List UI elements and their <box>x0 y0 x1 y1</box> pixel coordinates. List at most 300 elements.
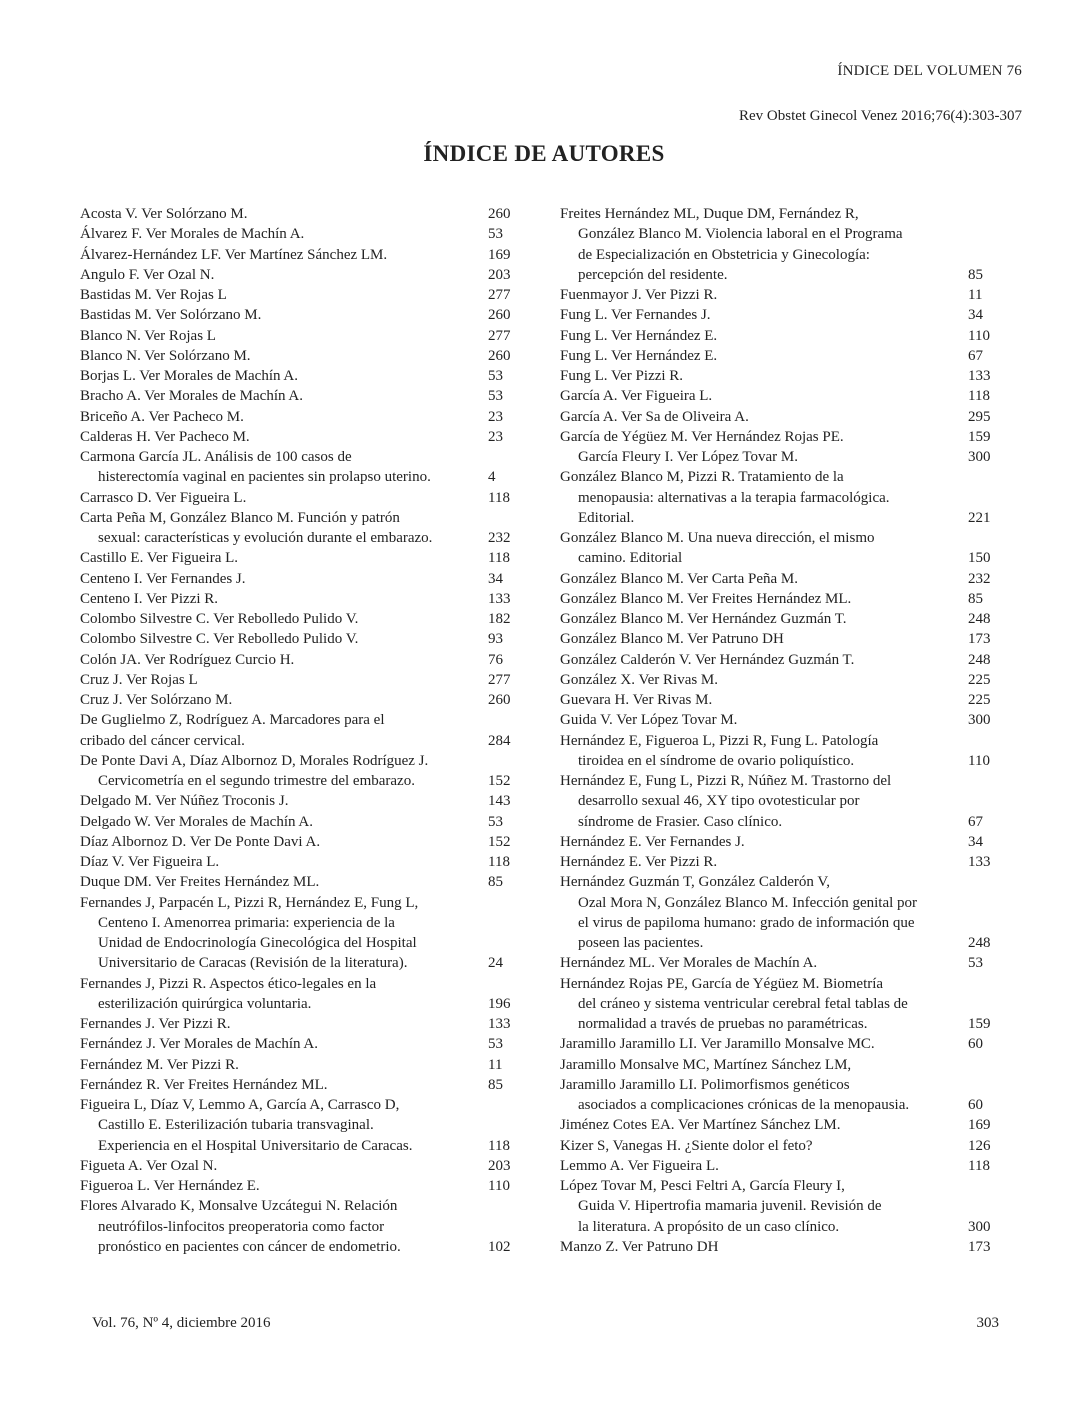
entry-text <box>560 1156 968 1176</box>
entry-line: Delgado W. Ver Morales de Machín A. <box>80 813 314 830</box>
entry-page-number: 248 <box>968 611 991 627</box>
entry-page-number: 169 <box>488 246 511 263</box>
entry-line: Bracho A. Ver Morales de Machín A. <box>80 388 304 405</box>
index-entry <box>560 366 1002 386</box>
entry-line: Hernández E, Figueroa L, Pizzi R, Fung L. Patología <box>560 732 879 749</box>
entry-text <box>80 447 488 488</box>
entry-line: Figueira L, Díaz V, Lemmo A, García A, Carrasco D, <box>80 1097 400 1113</box>
footer-volume-info: Vol. 76, Nº 4, diciembre 2016 <box>92 1315 271 1331</box>
entry-line: Carrasco D. Ver Figueira L. <box>80 489 247 506</box>
entry-line: Álvarez F. Ver Morales de Machín A. <box>80 226 305 243</box>
entry-page-number: 260 <box>488 692 511 708</box>
entry-text <box>80 245 488 265</box>
entry-line: González Blanco M. Ver Freites Hernández ML. <box>560 590 852 607</box>
index-entry <box>560 1115 1002 1135</box>
entry-line: Fernandes J, Pizzi R. Aspectos ético-legales en la <box>80 975 377 992</box>
index-entry <box>560 852 1002 872</box>
entry-page-number: 260 <box>488 347 511 364</box>
entry-page-number: 150 <box>968 550 991 567</box>
entry-page-number: 34 <box>968 307 983 324</box>
entry-page-number: 232 <box>968 570 991 587</box>
index-entry <box>560 285 1002 305</box>
entry-text <box>560 1115 968 1135</box>
entry-text <box>80 751 488 792</box>
entry-text <box>80 204 488 224</box>
entry-page-number: 277 <box>488 327 511 344</box>
entry-line: Centeno I. Ver Fernandes J. <box>80 570 246 587</box>
entry-page-number: 85 <box>488 874 503 891</box>
entry-text <box>80 629 488 649</box>
entry-line: González Blanco M. Una nueva dirección, el mismo <box>560 530 875 546</box>
entry-line: esterilización quirúrgica voluntaria. <box>98 995 312 1012</box>
index-entry <box>80 670 522 690</box>
entry-line: Cervicometría en el segundo trimestre del embarazo. <box>98 773 415 789</box>
entry-page-number: 300 <box>968 712 991 729</box>
entry-text <box>80 305 488 325</box>
entry-page-number: 133 <box>968 854 991 870</box>
author-index-left-column <box>80 204 522 1257</box>
entry-page-number: 248 <box>968 935 991 951</box>
entry-text <box>560 1034 968 1054</box>
entry-line: De Guglielmo Z, Rodríguez A. Marcadores para el <box>80 712 385 729</box>
index-entry <box>80 224 522 244</box>
entry-text <box>560 771 968 832</box>
entry-line: cribado del cáncer cervical. <box>80 732 245 749</box>
index-entry <box>80 872 522 892</box>
footer-page-number: 303 <box>976 1315 999 1331</box>
entry-line: González Blanco M. Ver Patruno DH <box>560 631 784 648</box>
entry-page-number: 85 <box>968 590 983 607</box>
index-entry <box>80 852 522 872</box>
entry-line: Hernández Rojas PE, García de Yégüez M. Biometría <box>560 975 884 992</box>
index-entry <box>560 427 1002 447</box>
entry-page-number: 76 <box>488 651 503 668</box>
index-entry <box>560 974 1002 1035</box>
entry-line: González Blanco M, Pizzi R. Tratamiento de la <box>560 469 844 486</box>
index-entry <box>560 670 1002 690</box>
entry-page-number: 196 <box>488 995 511 1012</box>
index-entry <box>80 488 522 508</box>
entry-line: Bastidas M. Ver Rojas L <box>80 287 227 303</box>
entry-text <box>560 872 968 953</box>
entry-page-number: 34 <box>968 833 983 850</box>
entry-line: González Blanco M. Ver Hernández Guzmán T. <box>560 611 847 627</box>
index-entry <box>80 710 522 751</box>
entry-page-number: 284 <box>488 732 511 749</box>
entry-text <box>560 407 968 427</box>
entry-line: Castillo E. Ver Figueira L. <box>80 550 239 567</box>
entry-line: Manzo Z. Ver Patruno DH <box>560 1238 719 1255</box>
index-entry <box>80 346 522 366</box>
entry-page-number: 118 <box>968 388 990 405</box>
entry-text <box>80 690 488 710</box>
entry-line: asociados a complicaciones crónicas de la menopausia. <box>578 1097 910 1113</box>
index-entry <box>80 974 522 1015</box>
entry-line: tiroidea en el síndrome de ovario poliquístico. <box>578 752 855 769</box>
entry-line: Cruz J. Ver Solórzano M. <box>80 692 233 708</box>
index-entry <box>80 791 522 811</box>
entry-text <box>560 589 968 609</box>
entry-page-number: 53 <box>488 226 503 243</box>
entry-text <box>80 548 488 568</box>
entry-text <box>80 1156 488 1176</box>
entry-page-number: 143 <box>488 793 511 810</box>
entry-text <box>560 1237 968 1257</box>
entry-line: Centeno I. Amenorrea primaria: experiencia de la <box>98 914 395 931</box>
entry-line: Fernández J. Ver Morales de Machín A. <box>80 1036 318 1053</box>
index-entry <box>560 1176 1002 1237</box>
index-entry <box>80 265 522 285</box>
index-entry <box>80 326 522 346</box>
entry-line: Fung L. Ver Fernandes J. <box>560 307 711 324</box>
entry-text <box>560 1075 968 1116</box>
index-entry <box>80 285 522 305</box>
index-entry <box>80 893 522 974</box>
entry-text <box>80 710 488 751</box>
index-entry <box>560 609 1002 629</box>
entry-text <box>560 427 968 447</box>
entry-page-number: 182 <box>488 611 511 627</box>
entry-line: Universitario de Caracas (Revisión de la literatura). <box>98 955 408 972</box>
entry-line: Guevara H. Ver Rivas M. <box>560 692 713 708</box>
entry-line: González X. Ver Rivas M. <box>560 671 719 688</box>
entry-line: García A. Ver Sa de Oliveira A. <box>560 408 749 425</box>
entry-text <box>560 731 968 772</box>
entry-page-number: 67 <box>968 813 983 830</box>
entry-page-number: 110 <box>968 752 990 769</box>
index-entry <box>560 346 1002 366</box>
entry-text <box>560 953 968 973</box>
entry-text <box>80 1176 488 1196</box>
index-entry <box>80 1034 522 1054</box>
entry-page-number: 85 <box>488 1076 503 1093</box>
entry-line: desarrollo sexual 46, XY tipo ovotesticular por <box>578 793 860 810</box>
entry-text <box>80 812 488 832</box>
entry-line: Colombo Silvestre C. Ver Rebolledo Pulido V. <box>80 631 359 648</box>
entry-line: Flores Alvarado K, Monsalve Uzcátegui N. Relación <box>80 1198 398 1215</box>
entry-text <box>560 609 968 629</box>
entry-page-number: 133 <box>968 368 991 384</box>
entry-page-number: 295 <box>968 408 991 425</box>
entry-page-number: 221 <box>968 509 991 526</box>
index-entry <box>560 1034 1002 1054</box>
entry-page-number: 110 <box>488 1178 510 1194</box>
index-entry <box>560 407 1002 427</box>
entry-text <box>80 852 488 872</box>
entry-text <box>560 1055 968 1075</box>
index-entry <box>560 710 1002 730</box>
entry-text <box>80 265 488 285</box>
entry-page-number: 53 <box>488 813 503 830</box>
entry-page-number: 67 <box>968 347 983 364</box>
entry-line: Álvarez-Hernández LF. Ver Martínez Sánchez LM. <box>80 246 388 263</box>
entry-line: pronóstico en pacientes con cáncer de endometrio. <box>98 1238 401 1255</box>
entry-page-number: 248 <box>968 651 991 668</box>
entry-line: González Blanco M. Ver Carta Peña M. <box>560 570 798 587</box>
entry-text <box>560 285 968 305</box>
entry-page-number: 118 <box>488 550 510 567</box>
entry-line: García A. Ver Figueira L. <box>560 388 713 405</box>
index-entry <box>560 731 1002 772</box>
entry-line: del cráneo y sistema ventricular cerebral fetal tablas de <box>578 995 908 1012</box>
index-entry <box>80 812 522 832</box>
entry-line: De Ponte Davi A, Díaz Albornoz D, Morales Rodríguez J. <box>80 752 429 769</box>
index-entry <box>560 953 1002 973</box>
entry-page-number: 11 <box>488 1056 503 1073</box>
entry-page-number: 85 <box>968 266 983 283</box>
entry-page-number: 152 <box>488 833 511 850</box>
index-entry <box>80 447 522 488</box>
entry-text <box>80 670 488 690</box>
entry-line: Delgado M. Ver Núñez Troconis J. <box>80 793 289 810</box>
entry-line: García de Yégüez M. Ver Hernández Rojas PE. <box>560 428 844 445</box>
entry-text <box>80 974 488 1015</box>
entry-page-number: 102 <box>488 1238 511 1255</box>
index-entry <box>560 771 1002 832</box>
entry-line: Lemmo A. Ver Figueira L. <box>560 1157 719 1174</box>
index-entry <box>80 386 522 406</box>
entry-text <box>80 650 488 670</box>
entry-page-number: 225 <box>968 692 991 708</box>
entry-line: Hernández E. Ver Fernandes J. <box>560 833 745 850</box>
index-entry <box>560 447 1002 467</box>
entry-page-number: 159 <box>968 428 991 445</box>
entry-text <box>80 1014 488 1034</box>
entry-page-number: 133 <box>488 590 511 607</box>
entry-line: Jiménez Cotes EA. Ver Martínez Sánchez LM. <box>560 1117 841 1134</box>
entry-line: Colón JA. Ver Rodríguez Curcio H. <box>80 651 295 668</box>
entry-page-number: 4 <box>488 469 496 486</box>
entry-text <box>560 204 968 285</box>
entry-text <box>80 285 488 305</box>
entry-page-number: 277 <box>488 671 511 688</box>
entry-line: sexual: características y evolución durante el embarazo. <box>98 530 433 546</box>
entry-line: Fuenmayor J. Ver Pizzi R. <box>560 287 718 303</box>
entry-text <box>560 832 968 852</box>
index-entry <box>80 690 522 710</box>
entry-text <box>80 508 488 549</box>
entry-line: Figueroa L. Ver Hernández E. <box>80 1178 260 1194</box>
entry-line: Kizer S, Vanegas H. ¿Siente dolor el feto? <box>560 1137 813 1154</box>
entry-line: Castillo E. Esterilización tubaria transvaginal. <box>98 1117 374 1134</box>
entry-text <box>80 346 488 366</box>
entry-line: Duque DM. Ver Freites Hernández ML. <box>80 874 320 891</box>
entry-page-number: 260 <box>488 307 511 324</box>
entry-line: Guida V. Ver López Tovar M. <box>560 712 738 729</box>
entry-line: Fernandes J. Ver Pizzi R. <box>80 1016 231 1032</box>
entry-text <box>80 569 488 589</box>
entry-text <box>80 1196 488 1257</box>
entry-text <box>560 670 968 690</box>
entry-line: Blanco N. Ver Solórzano M. <box>80 347 251 364</box>
entry-line: Bastidas M. Ver Solórzano M. <box>80 307 262 324</box>
entry-page-number: 34 <box>488 570 503 587</box>
entry-text <box>560 852 968 872</box>
entry-page-number: 53 <box>488 1036 503 1053</box>
entry-text <box>80 386 488 406</box>
entry-line: Hernández Guzmán T, González Calderón V, <box>560 874 831 891</box>
entry-text <box>80 407 488 427</box>
index-entry <box>80 548 522 568</box>
entry-page-number: 118 <box>968 1157 990 1174</box>
entry-page-number: 300 <box>968 449 991 465</box>
entry-line: Briceño A. Ver Pacheco M. <box>80 408 244 425</box>
index-entry <box>80 832 522 852</box>
index-entry <box>560 386 1002 406</box>
entry-text <box>560 447 968 467</box>
entry-page-number: 173 <box>968 1238 991 1255</box>
entry-line: Angulo F. Ver Ozal N. <box>80 266 215 283</box>
entry-text <box>560 528 968 569</box>
entry-text <box>80 1075 488 1095</box>
index-entry <box>80 1095 522 1156</box>
entry-line: Calderas H. Ver Pacheco M. <box>80 428 250 445</box>
entry-page-number: 53 <box>968 955 983 972</box>
entry-text <box>80 832 488 852</box>
index-entry <box>560 467 1002 528</box>
entry-page-number: 60 <box>968 1097 983 1113</box>
entry-text <box>560 569 968 589</box>
index-entry <box>560 1136 1002 1156</box>
entry-page-number: 53 <box>488 368 503 384</box>
entry-text <box>560 650 968 670</box>
entry-line: de Especialización en Obstetricia y Ginecología: <box>578 246 870 263</box>
entry-line: Fung L. Ver Pizzi R. <box>560 368 684 384</box>
entry-line: Editorial. <box>578 509 635 526</box>
entry-text <box>560 710 968 730</box>
entry-text <box>560 1136 968 1156</box>
index-entry <box>80 204 522 224</box>
entry-page-number: 277 <box>488 287 511 303</box>
entry-page-number: 173 <box>968 631 991 648</box>
entry-line: Fernández M. Ver Pizzi R. <box>80 1056 239 1073</box>
entry-page-number: 260 <box>488 206 511 222</box>
entry-page-number: 126 <box>968 1137 991 1154</box>
entry-line: Experiencia en el Hospital Universitario de Caracas. <box>98 1137 413 1154</box>
entry-line: Colombo Silvestre C. Ver Rebolledo Pulido V. <box>80 611 359 627</box>
index-entry <box>560 629 1002 649</box>
index-entry <box>80 427 522 447</box>
entry-page-number: 53 <box>488 388 503 405</box>
index-entry <box>80 1014 522 1034</box>
entry-page-number: 133 <box>488 1016 511 1032</box>
page-title: ÍNDICE DE AUTORES <box>423 141 665 166</box>
entry-line: Hernández ML. Ver Morales de Machín A. <box>560 955 818 972</box>
entry-line: la literatura. A propósito de un caso clínico. <box>578 1218 840 1235</box>
index-entry <box>80 245 522 265</box>
entry-line: camino. Editorial <box>578 550 683 567</box>
entry-line: Guida V. Hipertrofia mamaria juvenil. Revisión de <box>578 1198 882 1215</box>
entry-page-number: 23 <box>488 428 503 445</box>
index-entry <box>560 528 1002 569</box>
running-head: ÍNDICE DEL VOLUMEN 76 <box>837 63 1022 79</box>
entry-page-number: 110 <box>968 327 990 344</box>
entry-page-number: 203 <box>488 1157 511 1174</box>
index-entry <box>560 690 1002 710</box>
index-entry <box>80 366 522 386</box>
index-entry <box>560 305 1002 325</box>
entry-line: menopausia: alternativas a la terapia farmacológica. <box>578 489 890 506</box>
entry-text <box>80 224 488 244</box>
index-entry <box>560 1237 1002 1257</box>
entry-text <box>80 488 488 508</box>
entry-text <box>560 629 968 649</box>
entry-page-number: 60 <box>968 1036 983 1053</box>
entry-line: Blanco N. Ver Rojas L <box>80 327 216 344</box>
entry-line: el virus de papiloma humano: grado de información que <box>578 914 915 931</box>
entry-text <box>80 366 488 386</box>
entry-text <box>80 326 488 346</box>
entry-text <box>80 1034 488 1054</box>
entry-page-number: 93 <box>488 631 503 648</box>
entry-line: Unidad de Endocrinología Ginecológica del Hospital <box>98 935 417 951</box>
entry-text <box>560 386 968 406</box>
entry-page-number: 23 <box>488 408 503 425</box>
entry-text <box>560 690 968 710</box>
entry-page-number: 24 <box>488 955 503 972</box>
index-entry <box>560 1075 1002 1116</box>
entry-line: Fung L. Ver Hernández E. <box>560 327 718 344</box>
entry-page-number: 225 <box>968 671 991 688</box>
entry-text <box>80 1095 488 1156</box>
index-entry <box>560 650 1002 670</box>
entry-line: García Fleury I. Ver López Tovar M. <box>578 449 798 465</box>
entry-line: Carta Peña M, González Blanco M. Función y patrón <box>80 509 400 526</box>
index-entry <box>560 872 1002 953</box>
index-entry <box>560 832 1002 852</box>
entry-page-number: 118 <box>488 1137 510 1154</box>
entry-text <box>560 467 968 528</box>
entry-page-number: 300 <box>968 1218 991 1235</box>
entry-line: Fernandes J, Parpacén L, Pizzi R, Hernández E, Fung L, <box>80 894 419 911</box>
entry-page-number: 169 <box>968 1117 991 1134</box>
entry-text <box>560 974 968 1035</box>
entry-line: Hernández E. Ver Pizzi R. <box>560 854 718 870</box>
index-entry <box>560 204 1002 285</box>
entry-line: Freites Hernández ML, Duque DM, Fernández R, <box>560 206 859 222</box>
entry-line: Ozal Mora N, González Blanco M. Infección genital por <box>578 894 918 911</box>
entry-text <box>560 346 968 366</box>
entry-line: normalidad a través de pruebas no paramétricas. <box>578 1016 868 1032</box>
entry-line: Borjas L. Ver Morales de Machín A. <box>80 368 299 384</box>
entry-line: Hernández E, Fung L, Pizzi R, Núñez M. Trastorno del <box>560 773 892 789</box>
entry-page-number: 159 <box>968 1016 991 1032</box>
index-entry <box>80 1156 522 1176</box>
index-entry <box>80 1075 522 1095</box>
entry-line: Centeno I. Ver Pizzi R. <box>80 590 219 607</box>
index-entry <box>80 1176 522 1196</box>
index-entry <box>560 569 1002 589</box>
entry-page-number: 118 <box>488 854 510 870</box>
index-entry <box>80 629 522 649</box>
entry-text <box>560 326 968 346</box>
entry-page-number: 232 <box>488 530 511 546</box>
entry-text <box>80 791 488 811</box>
entry-page-number: 203 <box>488 266 511 283</box>
entry-line: síndrome de Frasier. Caso clínico. <box>578 813 783 830</box>
entry-line: González Calderón V. Ver Hernández Guzmán T. <box>560 651 855 668</box>
entry-line: percepción del residente. <box>578 266 728 283</box>
entry-text <box>80 893 488 974</box>
entry-line: Cruz J. Ver Rojas L <box>80 671 198 688</box>
index-entry <box>560 326 1002 346</box>
entry-line: histerectomía vaginal en pacientes sin prolapso uterino. <box>98 469 431 486</box>
index-entry <box>80 1196 522 1257</box>
entry-text <box>560 305 968 325</box>
entry-line: Fung L. Ver Hernández E. <box>560 347 718 364</box>
journal-citation: Rev Obstet Ginecol Venez 2016;76(4):303-307 <box>738 108 1022 124</box>
index-entry <box>80 589 522 609</box>
